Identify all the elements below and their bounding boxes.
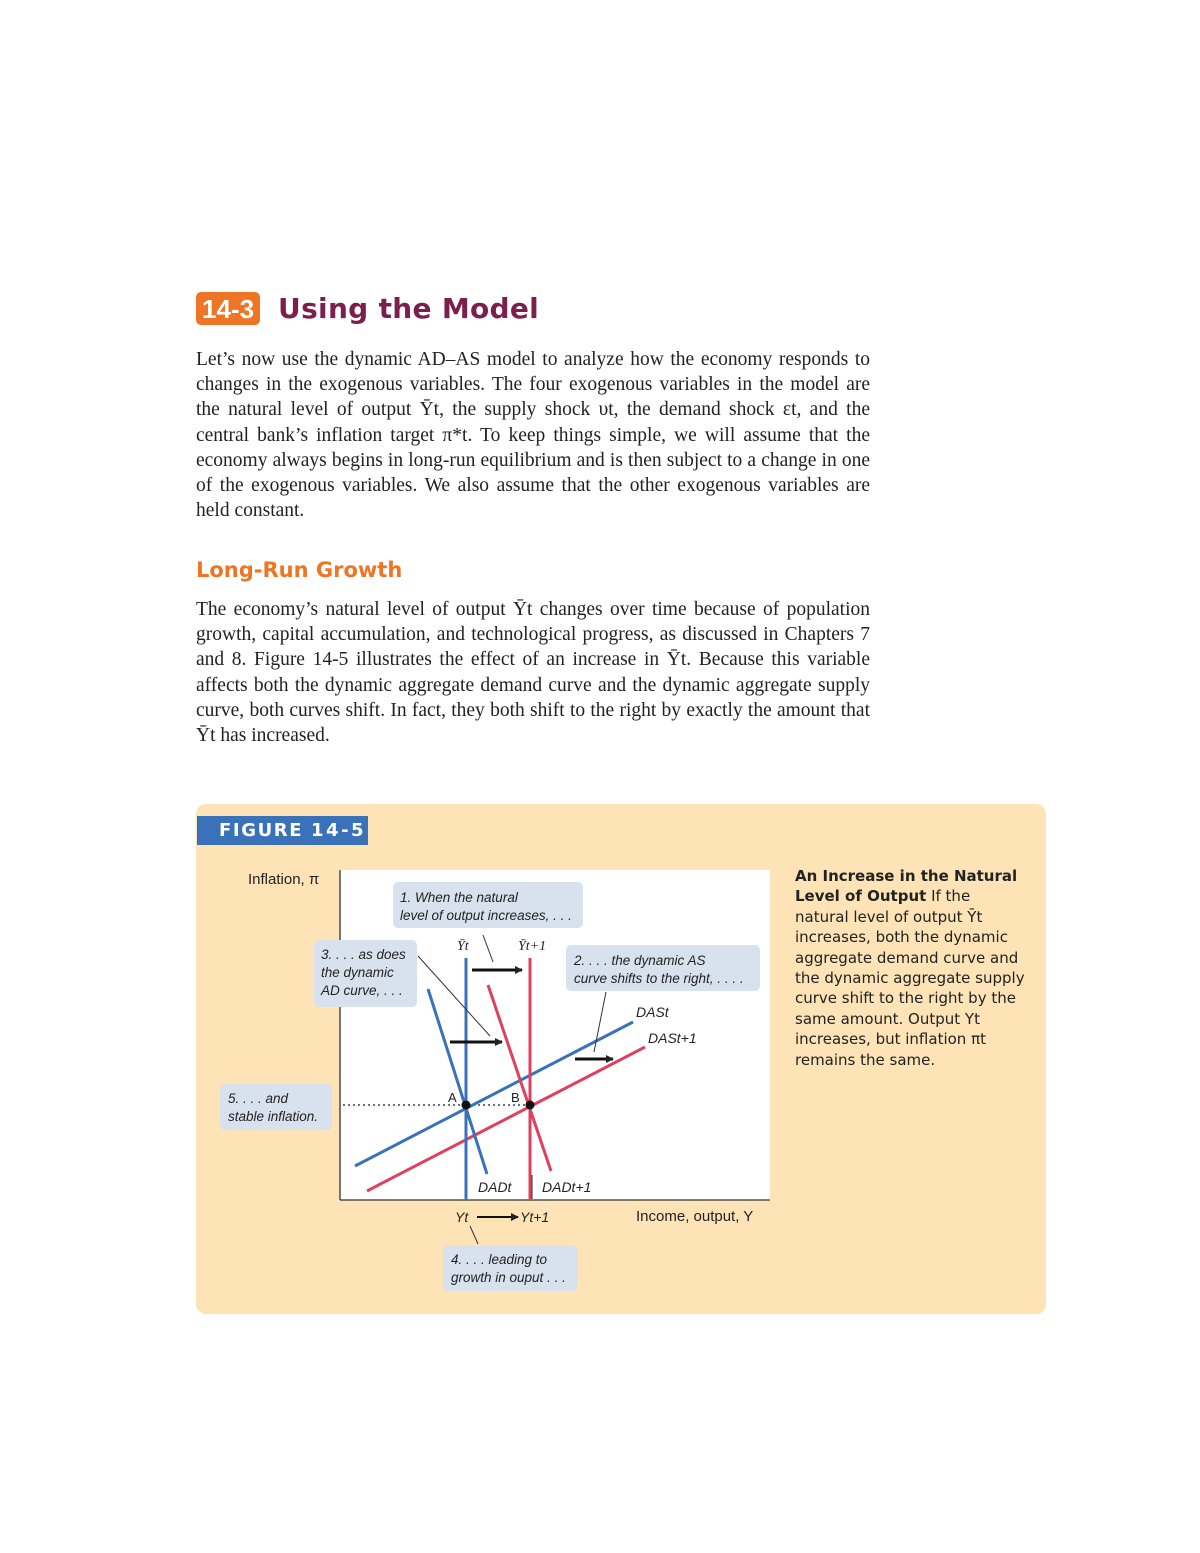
section-number: 14-3 xyxy=(196,292,260,325)
annotation-4-line1: 4. . . . leading to xyxy=(451,1252,548,1267)
annotation-4-leader xyxy=(470,1226,478,1244)
point-a xyxy=(462,1101,471,1110)
figure-caption-text: If the natural level of output Ȳt increases, both the dynamic aggregate demand curve and the dynamic aggregate supply curve shift to the right by the same amount. Output Yt increases, but inflation πt remains the same. xyxy=(795,887,1025,1069)
x-to-label: Yt+1 xyxy=(520,1209,550,1225)
das-t-label: DASt xyxy=(636,1004,669,1020)
x-axis-label: Income, output, Y xyxy=(636,1208,754,1225)
subsection-paragraph-text: The economy’s natural level of output Ȳt changes over time because of population growth, capital accumulation, and technological progress, as discussed in Chapters 7 and 8. Figure 14-5 illustrates the effect of an increase in Ȳt. Because this variable affects both the dynamic aggregate demand curve and the dynamic aggregate supply curve, both curves shift. In fact, they both shift to the right by exactly the amount that Ȳt has increased. xyxy=(196,599,870,747)
natural-output-t1-label: Ȳt+1 xyxy=(518,939,547,954)
annotation-1 xyxy=(393,882,583,928)
annotation-3-line2: the dynamic xyxy=(321,965,394,980)
annotation-2-line2: curve shifts to the right, . . . . xyxy=(574,971,744,986)
natural-output-t-label: Ȳt xyxy=(457,939,469,954)
figure-caption xyxy=(795,866,1027,1070)
annotation-5 xyxy=(220,1084,332,1130)
intro-paragraph-text: Let’s now use the dynamic AD–AS model to analyze how the economy responds to changes in the exogenous variables. The four exogenous variables in the model are the natural level of output Ȳt, the supply shock υt, the demand shock εt, and the central bank’s inflation target π*t. To keep things simple, we will assume that the economy always begins in long-run equilibrium and is then subject to a change in one of the exogenous variables. We also assume that the other exogenous variables are held constant. xyxy=(196,349,870,522)
dad-t-label: DADt xyxy=(478,1179,512,1195)
annotation-4-line2: growth in ouput . . . xyxy=(451,1270,566,1285)
x-from-label: Yt xyxy=(455,1209,469,1225)
das-t1-label: DASt+1 xyxy=(648,1030,697,1046)
annotation-3-line3: AD curve, . . . xyxy=(321,983,403,998)
annotation-1-line2: level of output increases, . . . xyxy=(400,908,572,923)
annotation-5-line1: 5. . . . and xyxy=(228,1091,289,1106)
annotation-2 xyxy=(566,945,760,991)
section-title: Using the Model xyxy=(278,292,540,325)
annotation-3-line1: 3. . . . as does xyxy=(321,947,406,962)
annotation-2-line1: 2. . . . the dynamic AS xyxy=(574,953,706,968)
figure-caption-title: An Increase in the Natural Level of Output xyxy=(795,867,1018,906)
point-b-label: B xyxy=(511,1090,520,1105)
annotation-4 xyxy=(443,1245,578,1291)
annotation-5-line2: stable inflation. xyxy=(228,1109,319,1124)
annotation-1-line1: 1. When the natural xyxy=(400,890,518,905)
figure-tag-number: 14-5 xyxy=(311,820,367,841)
point-a-label: A xyxy=(448,1090,457,1105)
figure-tag-word: FIGURE xyxy=(219,820,304,841)
point-b xyxy=(526,1101,535,1110)
subsection-title: Long-Run Growth xyxy=(196,558,403,582)
y-axis-label: Inflation, π xyxy=(248,871,320,888)
dad-t1-label: DADt+1 xyxy=(542,1179,592,1195)
annotation-3 xyxy=(314,940,417,1007)
